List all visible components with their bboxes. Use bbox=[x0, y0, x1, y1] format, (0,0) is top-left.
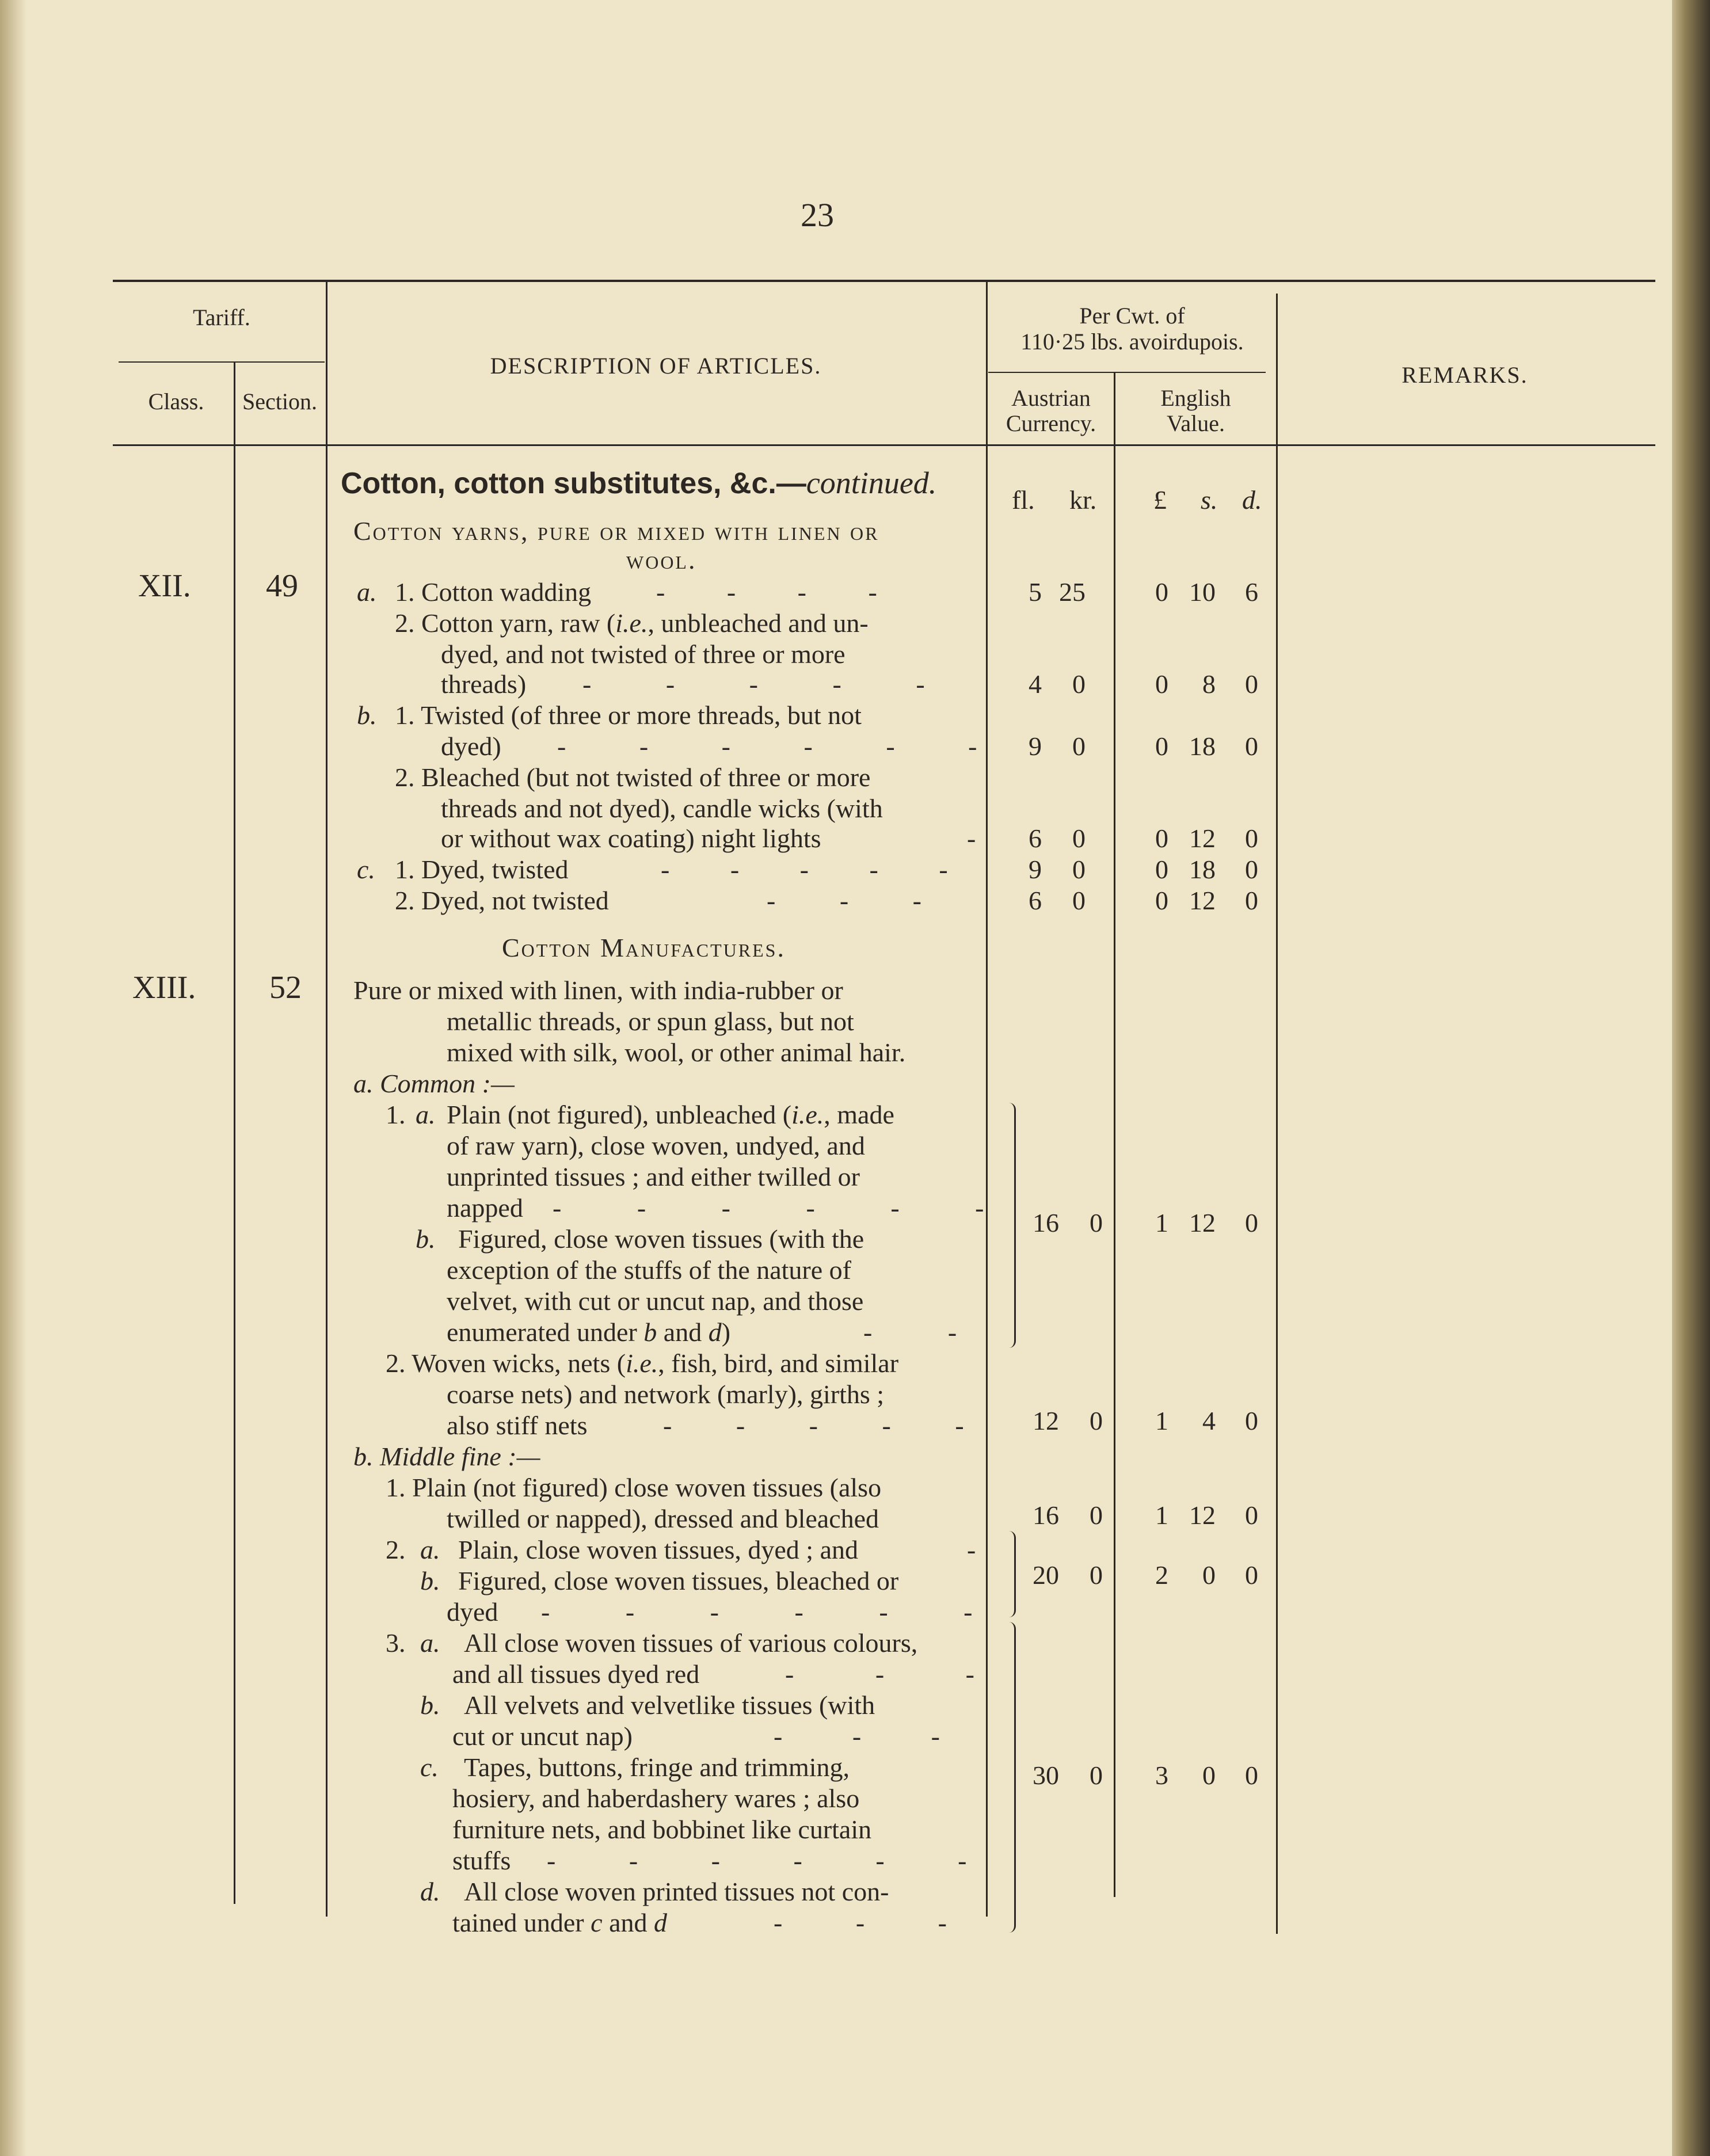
value-d: 0 bbox=[1245, 732, 1258, 761]
column-rule-english bbox=[1114, 372, 1115, 1897]
value-s: 8 bbox=[1202, 669, 1216, 699]
header-austrian-line2: Currency. bbox=[1006, 410, 1096, 436]
value-s: 12 bbox=[1189, 1208, 1216, 1237]
per-cwt-underline bbox=[988, 372, 1266, 373]
leader-dashes: - - - - bbox=[656, 577, 877, 607]
subheading-manufactures: Cotton Manufactures. bbox=[502, 933, 786, 962]
value-kr: 0 bbox=[1090, 1500, 1103, 1530]
item-plain-unbleached: Plain (not figured), unbleached (i.e., made bbox=[447, 1100, 894, 1129]
item-line: stuffs bbox=[452, 1846, 511, 1875]
header-austrian-line1: Austrian bbox=[1011, 385, 1091, 411]
item-line: furniture nets, and bobbinet like curtain bbox=[452, 1815, 872, 1844]
item-plain-dressed: 1. Plain (not figured) close woven tissues (also bbox=[386, 1473, 882, 1502]
value-s: 10 bbox=[1189, 577, 1216, 607]
subheading-common: a. Common :— bbox=[353, 1069, 515, 1098]
item-line: tained under c and d bbox=[452, 1908, 667, 1937]
leader-dashes: - - - - - - bbox=[547, 1846, 967, 1875]
value-s: 0 bbox=[1202, 1761, 1216, 1790]
item-plain-dyed: Plain, close woven tissues, dyed ; and bbox=[458, 1535, 859, 1564]
value-fl: 30 bbox=[1033, 1761, 1059, 1790]
value-kr: 0 bbox=[1090, 1406, 1103, 1435]
value-pound: 1 bbox=[1155, 1406, 1168, 1435]
value-pound: 0 bbox=[1155, 669, 1168, 699]
brace bbox=[1006, 1622, 1016, 1933]
item-line: of raw yarn), close woven, undyed, and bbox=[447, 1131, 865, 1160]
item-figured-close-woven: Figured, close woven tissues (with the bbox=[458, 1224, 864, 1254]
value-pound: 0 bbox=[1155, 732, 1168, 761]
item-line: threads) bbox=[441, 669, 527, 699]
unit-d: d. bbox=[1242, 485, 1262, 515]
value-s: 18 bbox=[1189, 855, 1216, 884]
value-d: 0 bbox=[1245, 1761, 1258, 1790]
value-d: 0 bbox=[1245, 1208, 1258, 1237]
subheading-yarns: Cotton yarns, pure or mixed with linen or bbox=[353, 516, 879, 546]
leader-dashes: - - bbox=[863, 1317, 957, 1347]
leader-dashes: - - - bbox=[785, 1659, 974, 1689]
header-section: Section. bbox=[242, 388, 317, 414]
page-number: 23 bbox=[801, 196, 834, 234]
item-label-2a: a. bbox=[420, 1535, 440, 1564]
item-velvets: All velvets and velvetlike tissues (with bbox=[464, 1690, 875, 1720]
value-s: 12 bbox=[1189, 886, 1216, 915]
item-dyed-not-twisted: 2. Dyed, not twisted bbox=[395, 886, 609, 915]
value-d: 0 bbox=[1245, 824, 1258, 853]
item-label-3d: d. bbox=[420, 1877, 440, 1906]
value-pound: 1 bbox=[1155, 1500, 1168, 1530]
manufactures-intro: Pure or mixed with linen, with india-rubber or bbox=[353, 976, 843, 1005]
item-line: enumerated under b and d) bbox=[447, 1317, 731, 1347]
item-label-3c: c. bbox=[420, 1753, 439, 1782]
value-s: 0 bbox=[1202, 1560, 1216, 1590]
value-fl: 16 bbox=[1033, 1500, 1059, 1530]
value-kr: 0 bbox=[1072, 669, 1086, 699]
value-fl: 9 bbox=[1029, 855, 1042, 884]
header-english-line1: English bbox=[1160, 385, 1231, 411]
leader-dashes: - - - - - - bbox=[541, 1597, 973, 1626]
header-per-cwt-line2: 110·25 lbs. avoirdupois. bbox=[1020, 329, 1244, 355]
item-line: or without wax coating) night lights bbox=[441, 824, 821, 853]
page-left-edge bbox=[0, 0, 26, 2156]
manufactures-intro-cont: mixed with silk, wool, or other animal hair. bbox=[447, 1038, 906, 1067]
item-label-a: a. bbox=[357, 577, 377, 607]
value-d: 0 bbox=[1245, 669, 1258, 699]
item-line: exception of the stuffs of the nature of bbox=[447, 1255, 851, 1285]
item-num-3: 3. bbox=[386, 1628, 406, 1658]
item-line: also stiff nets bbox=[447, 1411, 588, 1440]
item-figured-bleached: Figured, close woven tissues, bleached or bbox=[458, 1566, 899, 1595]
value-fl: 5 bbox=[1029, 577, 1042, 607]
item-cotton-yarn-raw: 2. Cotton yarn, raw (i.e., unbleached and un- bbox=[395, 608, 869, 638]
leader-dashes: - - - bbox=[774, 1908, 947, 1937]
leader-dashes: - - - - - bbox=[663, 1411, 964, 1440]
section-49: 49 bbox=[266, 568, 298, 604]
item-label-b: b. bbox=[357, 700, 377, 730]
value-d: 0 bbox=[1245, 1500, 1258, 1530]
item-line: threads and not dyed), candle wicks (with bbox=[441, 794, 883, 823]
value-kr: 0 bbox=[1090, 1560, 1103, 1590]
value-pound: 0 bbox=[1155, 577, 1168, 607]
leader-dashes: - bbox=[967, 824, 976, 853]
value-pound: 0 bbox=[1155, 824, 1168, 853]
section-52: 52 bbox=[269, 970, 302, 1005]
item-label-1b: b. bbox=[416, 1224, 436, 1254]
header-class: Class. bbox=[148, 388, 204, 414]
unit-s: s. bbox=[1201, 485, 1218, 515]
leader-dashes: - - - - - bbox=[582, 669, 925, 699]
value-fl: 4 bbox=[1029, 669, 1042, 699]
unit-kr: kr. bbox=[1069, 485, 1097, 515]
item-twisted: 1. Twisted (of three or more threads, but not bbox=[395, 700, 862, 730]
value-d: 0 bbox=[1245, 855, 1258, 884]
value-d: 0 bbox=[1245, 1560, 1258, 1590]
item-num-2: 2. bbox=[386, 1535, 406, 1564]
value-fl: 12 bbox=[1033, 1406, 1059, 1435]
item-line: napped bbox=[447, 1193, 523, 1222]
item-label-1a: a. bbox=[416, 1100, 436, 1129]
value-pound: 1 bbox=[1155, 1208, 1168, 1237]
page-right-edge bbox=[1672, 0, 1710, 2156]
header-description: DESCRIPTION OF ARTICLES. bbox=[490, 353, 822, 379]
item-label-2b: b. bbox=[420, 1566, 440, 1595]
item-label-3b: b. bbox=[420, 1690, 440, 1720]
header-bottom-rule bbox=[113, 444, 1655, 446]
item-cotton-wadding: 1. Cotton wadding bbox=[395, 577, 592, 607]
item-woven-wicks: 2. Woven wicks, nets (i.e., fish, bird, and similar bbox=[386, 1349, 899, 1378]
value-d: 0 bbox=[1245, 1406, 1258, 1435]
value-fl: 20 bbox=[1033, 1560, 1059, 1590]
value-kr: 0 bbox=[1072, 732, 1086, 761]
item-line: dyed, and not twisted of three or more bbox=[441, 639, 846, 669]
item-line: dyed bbox=[447, 1597, 498, 1626]
value-kr: 0 bbox=[1090, 1208, 1103, 1237]
unit-pound: £ bbox=[1153, 485, 1167, 515]
table-top-rule bbox=[113, 280, 1655, 282]
column-rule-description bbox=[326, 282, 327, 1917]
manufactures-intro-cont: metallic threads, or spun glass, but not bbox=[447, 1007, 854, 1036]
class-xii: XII. bbox=[138, 568, 191, 604]
value-pound: 0 bbox=[1155, 855, 1168, 884]
leader-dashes: - - - - - - bbox=[553, 1193, 984, 1222]
item-line: dyed) bbox=[441, 732, 501, 761]
leader-dashes: - - - bbox=[767, 886, 921, 915]
item-line: cut or uncut nap) bbox=[452, 1721, 633, 1751]
column-rule-values bbox=[986, 282, 988, 1917]
value-kr: 0 bbox=[1072, 824, 1086, 853]
subheading-yarns-cont: wool. bbox=[626, 545, 697, 574]
item-various-colours: All close woven tissues of various colours, bbox=[464, 1628, 918, 1658]
item-line: unprinted tissues ; and either twilled or bbox=[447, 1162, 860, 1191]
item-tapes-buttons: Tapes, buttons, fringe and trimming, bbox=[464, 1753, 850, 1782]
item-bleached: 2. Bleached (but not twisted of three or more bbox=[395, 763, 871, 792]
leader-dashes: - - - bbox=[774, 1721, 940, 1751]
item-line: coarse nets) and network (marly), girths ; bbox=[447, 1380, 885, 1409]
item-label-3a: a. bbox=[420, 1628, 440, 1658]
item-printed-tissues: All close woven printed tissues not con- bbox=[464, 1877, 889, 1906]
value-d: 6 bbox=[1245, 577, 1258, 607]
value-fl: 9 bbox=[1029, 732, 1042, 761]
item-line: and all tissues dyed red bbox=[452, 1659, 700, 1689]
value-s: 12 bbox=[1189, 1500, 1216, 1530]
value-s: 4 bbox=[1202, 1406, 1216, 1435]
item-line: velvet, with cut or uncut nap, and those bbox=[447, 1286, 864, 1316]
value-s: 18 bbox=[1189, 732, 1216, 761]
value-kr: 0 bbox=[1072, 886, 1086, 915]
value-pound: 3 bbox=[1155, 1761, 1168, 1790]
header-remarks: REMARKS. bbox=[1401, 362, 1528, 388]
header-per-cwt-line1: Per Cwt. of bbox=[1079, 303, 1185, 329]
value-fl: 6 bbox=[1029, 824, 1042, 853]
column-rule-section bbox=[234, 361, 235, 1904]
leader-dashes: - - - - - - bbox=[557, 732, 977, 761]
value-kr: 0 bbox=[1072, 855, 1086, 884]
leader-dashes: - - - - - bbox=[661, 855, 948, 884]
column-rule-remarks bbox=[1276, 294, 1278, 1934]
value-s: 12 bbox=[1189, 824, 1216, 853]
item-label-c: c. bbox=[357, 855, 375, 884]
value-fl: 16 bbox=[1033, 1208, 1059, 1237]
value-d: 0 bbox=[1245, 886, 1258, 915]
brace bbox=[1006, 1531, 1016, 1617]
value-kr: 0 bbox=[1090, 1761, 1103, 1790]
item-line: hosiery, and haberdashery wares ; also bbox=[452, 1784, 860, 1813]
value-pound: 0 bbox=[1155, 886, 1168, 915]
value-pound: 2 bbox=[1155, 1560, 1168, 1590]
unit-fl: fl. bbox=[1012, 485, 1035, 515]
brace bbox=[1006, 1103, 1016, 1348]
leader-dashes: - bbox=[967, 1535, 976, 1564]
section-heading: Cotton, cotton substitutes, &c.—continued. bbox=[341, 466, 937, 500]
item-num-1: 1. bbox=[386, 1100, 406, 1129]
value-kr: 25 bbox=[1059, 577, 1086, 607]
item-dyed-twisted: 1. Dyed, twisted bbox=[395, 855, 569, 884]
subheading-middle-fine: b. Middle fine :— bbox=[353, 1442, 540, 1471]
class-xiii: XIII. bbox=[132, 970, 196, 1005]
header-english-line2: Value. bbox=[1166, 410, 1225, 436]
value-fl: 6 bbox=[1029, 886, 1042, 915]
tariff-underline bbox=[119, 361, 325, 363]
item-line: twilled or napped), dressed and bleached bbox=[447, 1504, 879, 1533]
header-tariff: Tariff. bbox=[193, 304, 250, 330]
